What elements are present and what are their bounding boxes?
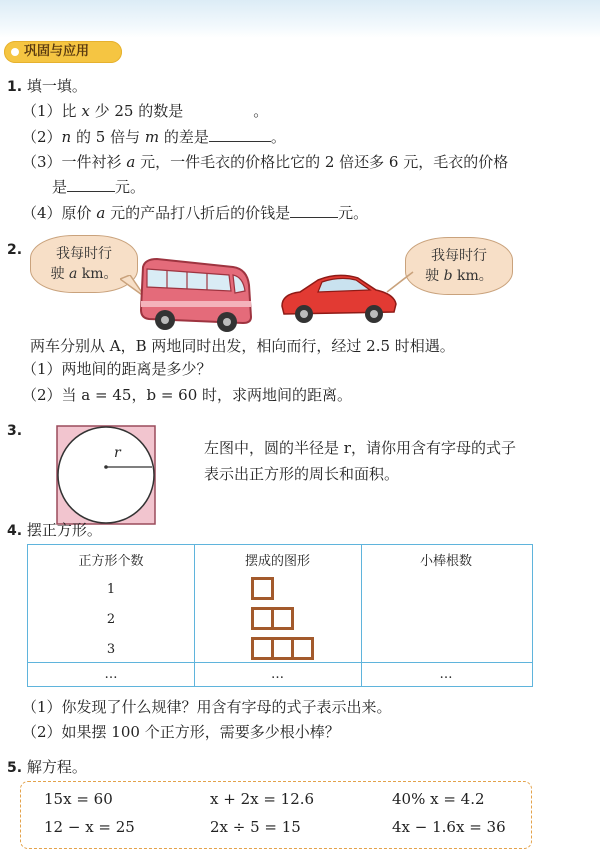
q1-item2: （2）n 的 5 倍与 m 的差是 。 <box>22 128 286 146</box>
q5-heading <box>7 757 87 778</box>
car-icon <box>278 270 400 326</box>
table-cell-count: 1 <box>106 582 116 597</box>
section-tag <box>4 41 122 63</box>
stick-square <box>251 577 274 600</box>
tag-dot-icon <box>11 48 19 56</box>
speech-bubble-right: 我每时行 驶 b km。 <box>405 237 513 295</box>
q4-title: 摆正方形。 <box>26 521 102 539</box>
table-header: 小棒根数 <box>419 554 472 569</box>
q1-title: 填一填。 <box>26 77 87 95</box>
bus-icon <box>135 255 255 335</box>
q1-item3: （3）一件衬衫 a 元，一件毛衣的价格比它的 2 倍还多 6 元，毛衣的价格 <box>22 153 509 171</box>
q4-sub1: （1）你发现了什么规律？用含有字母的式子表示出来。 <box>22 698 392 716</box>
q1-item4: （4）原价 a 元的产品打八折后的价钱是 元。 <box>22 204 369 222</box>
table-ellipsis: … <box>271 667 284 682</box>
circle-in-square-figure <box>56 425 156 525</box>
equation: 40% x = 4.2 <box>392 790 485 808</box>
q1-item3-line2: 是 元。 <box>52 178 146 196</box>
squares-table <box>27 544 533 687</box>
equation: 12 − x = 25 <box>44 818 135 836</box>
answer-blank[interactable] <box>67 191 115 192</box>
table-ellipsis: … <box>439 667 453 682</box>
q2-sub1: （1）两地间的距离是多少？ <box>22 360 212 378</box>
section-tag-label: 巩固与应用 <box>24 44 90 59</box>
q1-heading <box>7 76 87 97</box>
answer-blank[interactable] <box>209 141 271 142</box>
q2-sub2: （2）当 a = 45，b = 60 时，求两地间的距离。 <box>22 386 353 404</box>
page-header-band <box>0 0 600 38</box>
q3-line1: 左图中，圆的半径是 r，请你用含有字母的式子 <box>204 439 516 457</box>
q2-text: 两车分别从 A，B 两地同时出发，相向而行，经过 2.5 时相遇。 <box>30 337 455 355</box>
q5-number: 5. <box>7 760 23 776</box>
equation: 15x = 60 <box>44 790 113 808</box>
q4-number: 4. <box>7 523 23 539</box>
speech-bubble-left: 我每时行 驶 a km。 <box>30 235 138 293</box>
equation: x + 2x = 12.6 <box>210 790 315 808</box>
answer-blank[interactable] <box>290 217 338 218</box>
q5-title: 解方程。 <box>26 758 87 776</box>
table-row-divider <box>28 662 532 663</box>
equation: 2x ÷ 5 = 15 <box>210 818 301 836</box>
q3-line2: 表示出正方形的周长和面积。 <box>204 465 400 483</box>
q1-item1: （1）比 x 少 25 的数是 。 <box>22 102 269 120</box>
q3-number: 3. <box>7 423 23 439</box>
q2-number: 2. <box>7 242 23 258</box>
stick-square <box>271 607 294 630</box>
table-header: 正方形个数 <box>78 554 144 569</box>
table-ellipsis: … <box>104 667 118 682</box>
q4-sub2: （2）如果摆 100 个正方形，需要多少根小棒？ <box>22 723 340 741</box>
table-cell-count: 2 <box>106 612 116 627</box>
table-header: 摆成的图形 <box>244 554 310 569</box>
q1-number: 1. <box>7 79 23 95</box>
equation: 4x − 1.6x = 36 <box>392 818 506 836</box>
q4-heading <box>7 520 102 541</box>
table-cell-count: 3 <box>106 642 116 657</box>
stick-square <box>291 637 314 660</box>
radius-label: r <box>114 445 121 461</box>
